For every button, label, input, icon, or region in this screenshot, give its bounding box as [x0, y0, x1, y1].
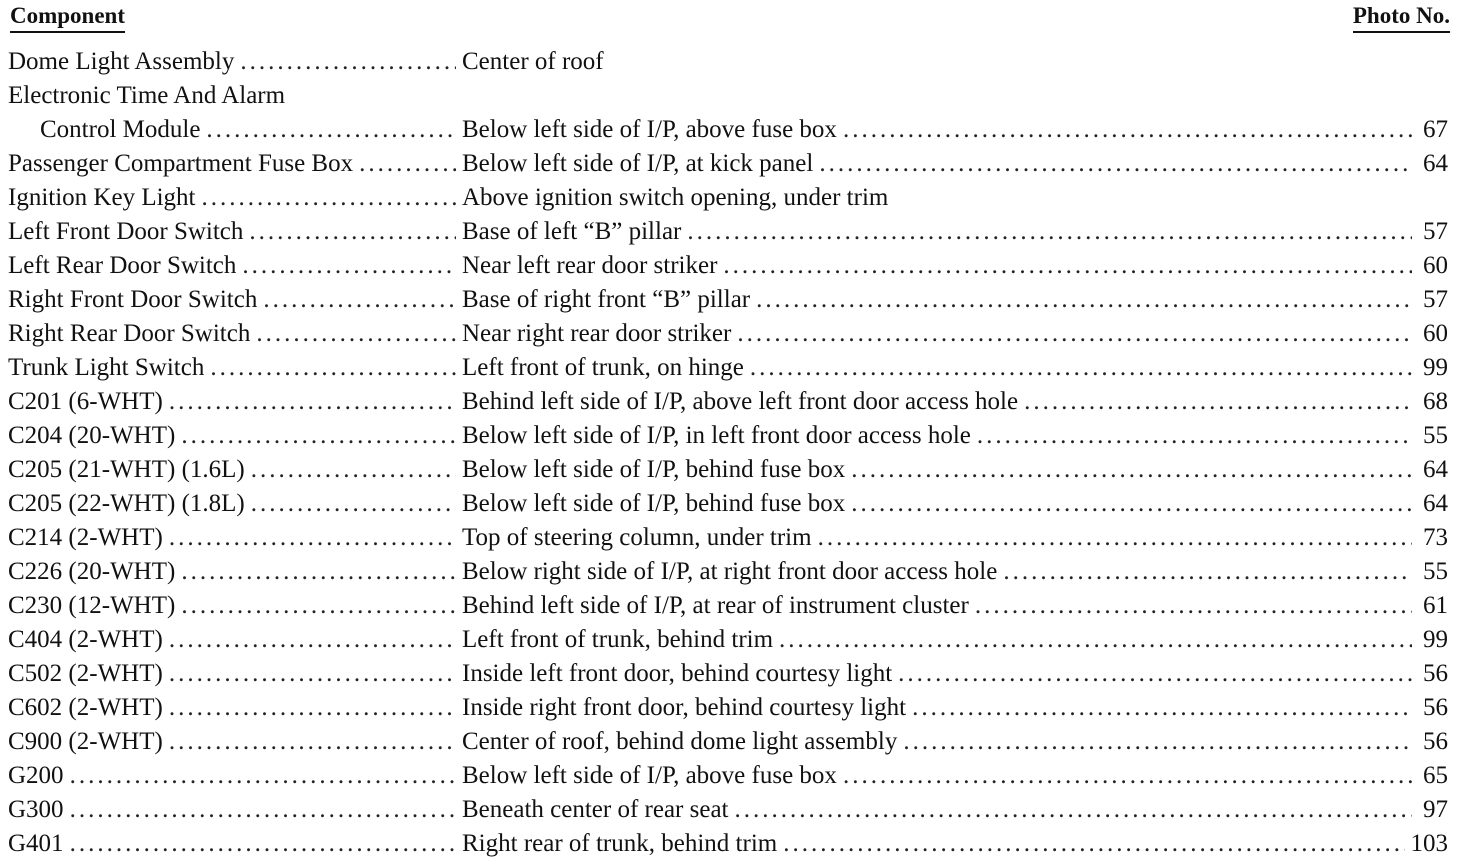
component-cell [8, 147, 456, 181]
location-cell [462, 181, 1448, 215]
component-cell [8, 215, 456, 249]
component-cell [8, 453, 456, 487]
dot-leader [819, 147, 1412, 181]
photo-number: 67 [1423, 116, 1448, 143]
component-name: Passenger Compartment Fuse Box [8, 150, 354, 177]
component-name: Right Rear Door Switch [8, 320, 251, 347]
dot-leader [723, 249, 1412, 283]
location-text: Below right side of I/P, at right front door access hole [462, 558, 998, 585]
location-cell [462, 657, 1448, 691]
dot-leader [70, 827, 456, 861]
dot-leader [263, 283, 456, 317]
location-text: Above ignition switch opening, under trim [462, 184, 889, 211]
location-text: Near left rear door striker [462, 252, 718, 279]
location-cell [462, 249, 1448, 283]
location-text: Below left side of I/P, above fuse box [462, 762, 837, 789]
dot-leader [169, 657, 456, 691]
table-row [0, 589, 1472, 623]
component-name: G401 [8, 830, 64, 857]
component-name: C230 (12-WHT) [8, 592, 176, 619]
location-cell [462, 725, 1448, 759]
component-cell [8, 419, 456, 453]
table-row [0, 555, 1472, 589]
photo-number: 65 [1423, 762, 1448, 789]
location-cell [462, 555, 1448, 589]
component-cell [8, 487, 456, 521]
table-header [10, 2, 1450, 36]
photo-number: 60 [1423, 320, 1448, 347]
component-name: Dome Light Assembly [8, 48, 235, 75]
location-cell [462, 521, 1448, 555]
dot-leader [256, 317, 456, 351]
component-name: C900 (2-WHT) [8, 728, 163, 755]
dot-leader [169, 385, 456, 419]
location-cell [462, 453, 1448, 487]
dot-leader [851, 487, 1412, 521]
component-cell [8, 79, 456, 113]
table-row [0, 181, 1472, 215]
dot-leader [818, 521, 1412, 555]
dot-leader [169, 623, 456, 657]
dot-leader [756, 283, 1412, 317]
component-column-header: Component [10, 2, 125, 33]
component-name: Electronic Time And Alarm [8, 82, 286, 109]
component-name: C205 (22-WHT) (1.8L) [8, 490, 245, 517]
photo-number: 64 [1423, 456, 1448, 483]
location-cell [462, 385, 1448, 419]
component-name: Control Module [40, 116, 201, 143]
photo-number-column-header: Photo No. [1353, 2, 1450, 33]
location-text: Near right rear door striker [462, 320, 732, 347]
table-row [0, 793, 1472, 827]
component-cell [8, 181, 456, 215]
dot-leader [977, 419, 1412, 453]
component-cell [8, 555, 456, 589]
dot-leader [181, 419, 456, 453]
component-cell [8, 317, 456, 351]
dot-leader [251, 487, 456, 521]
table-row [0, 725, 1472, 759]
photo-number: 57 [1423, 218, 1448, 245]
dot-leader [169, 691, 456, 725]
location-text: Below left side of I/P, in left front door access hole [462, 422, 971, 449]
location-cell [462, 351, 1448, 385]
location-cell [462, 487, 1448, 521]
dot-leader [210, 351, 456, 385]
location-cell [462, 793, 1448, 827]
location-cell [462, 691, 1448, 725]
dot-leader [169, 521, 456, 555]
component-cell [8, 45, 456, 79]
location-text: Base of left “B” pillar [462, 218, 682, 245]
component-cell [8, 521, 456, 555]
component-cell [8, 691, 456, 725]
dot-leader [206, 113, 456, 147]
table-row [0, 113, 1472, 147]
component-name: G200 [8, 762, 64, 789]
component-name: C201 (6-WHT) [8, 388, 163, 415]
component-name: Trunk Light Switch [8, 354, 205, 381]
dot-leader [843, 113, 1412, 147]
dot-leader [169, 725, 456, 759]
photo-number: 99 [1423, 354, 1448, 381]
photo-number: 61 [1423, 592, 1448, 619]
dot-leader [737, 317, 1412, 351]
dot-leader [687, 215, 1412, 249]
table-row [0, 521, 1472, 555]
component-name: Left Rear Door Switch [8, 252, 237, 279]
dot-leader [70, 759, 456, 793]
location-cell [462, 759, 1448, 793]
dot-leader [70, 793, 456, 827]
component-name: Left Front Door Switch [8, 218, 244, 245]
component-cell [8, 249, 456, 283]
table-row [0, 691, 1472, 725]
table-row [0, 657, 1472, 691]
photo-number: 99 [1423, 626, 1448, 653]
table-row [0, 351, 1472, 385]
table-row [0, 623, 1472, 657]
photo-number: 64 [1423, 150, 1448, 177]
location-text: Inside right front door, behind courtesy light [462, 694, 907, 721]
dot-leader [975, 589, 1412, 623]
location-text: Below left side of I/P, behind fuse box [462, 490, 846, 517]
component-name: C502 (2-WHT) [8, 660, 163, 687]
photo-number: 55 [1423, 422, 1448, 449]
table-row [0, 317, 1472, 351]
component-cell [40, 113, 456, 147]
dot-leader [851, 453, 1412, 487]
dot-leader [181, 555, 456, 589]
component-cell [8, 385, 456, 419]
dot-leader [783, 827, 1404, 861]
location-cell [462, 623, 1448, 657]
dot-leader [912, 691, 1412, 725]
location-text: Behind left side of I/P, above left front door access hole [462, 388, 1019, 415]
table-row [0, 385, 1472, 419]
photo-number: 56 [1423, 694, 1448, 721]
location-text: Right rear of trunk, behind trim [462, 830, 778, 857]
component-name: C404 (2-WHT) [8, 626, 163, 653]
dot-leader [249, 215, 456, 249]
dot-leader [359, 147, 456, 181]
location-text: Center of roof, behind dome light assembly [462, 728, 898, 755]
component-cell [8, 623, 456, 657]
table-row [0, 487, 1472, 521]
location-text: Below left side of I/P, behind fuse box [462, 456, 846, 483]
location-cell [462, 45, 1448, 79]
table-row [0, 249, 1472, 283]
component-name: Right Front Door Switch [8, 286, 258, 313]
component-cell [8, 589, 456, 623]
component-cell [8, 283, 456, 317]
dot-leader [735, 793, 1412, 827]
photo-number: 103 [1410, 830, 1448, 857]
table-row [0, 759, 1472, 793]
location-cell [462, 827, 1448, 861]
component-name: C214 (2-WHT) [8, 524, 163, 551]
component-cell [8, 793, 456, 827]
location-text: Beneath center of rear seat [462, 796, 729, 823]
photo-number: 57 [1423, 286, 1448, 313]
table-row [0, 79, 1472, 113]
location-cell [462, 317, 1448, 351]
dot-leader [898, 657, 1412, 691]
location-cell [462, 283, 1448, 317]
location-text: Behind left side of I/P, at rear of instrument cluster [462, 592, 969, 619]
dot-leader [843, 759, 1412, 793]
location-cell [462, 113, 1448, 147]
dot-leader [251, 453, 456, 487]
dot-leader [1003, 555, 1412, 589]
component-name: C205 (21-WHT) (1.6L) [8, 456, 245, 483]
table-row [0, 45, 1472, 79]
location-text: Left front of trunk, behind trim [462, 626, 774, 653]
component-list [0, 45, 1472, 861]
component-cell [8, 657, 456, 691]
component-cell [8, 759, 456, 793]
photo-number: 73 [1423, 524, 1448, 551]
location-text: Center of roof [462, 48, 604, 75]
dot-leader [903, 725, 1412, 759]
dot-leader [181, 589, 456, 623]
dot-leader [1024, 385, 1412, 419]
location-cell [462, 215, 1448, 249]
component-name: C204 (20-WHT) [8, 422, 176, 449]
photo-number: 97 [1423, 796, 1448, 823]
location-text: Below left side of I/P, at kick panel [462, 150, 814, 177]
location-cell [462, 589, 1448, 623]
location-cell [462, 147, 1448, 181]
photo-number: 64 [1423, 490, 1448, 517]
location-text: Base of right front “B” pillar [462, 286, 751, 313]
location-cell [462, 419, 1448, 453]
photo-number: 55 [1423, 558, 1448, 585]
component-name: Ignition Key Light [8, 184, 196, 211]
location-text: Below left side of I/P, above fuse box [462, 116, 837, 143]
dot-leader [750, 351, 1412, 385]
table-row [0, 419, 1472, 453]
dot-leader [240, 45, 456, 79]
table-row [0, 283, 1472, 317]
table-row [0, 827, 1472, 861]
dot-leader [201, 181, 456, 215]
location-text: Inside left front door, behind courtesy light [462, 660, 893, 687]
location-text: Top of steering column, under trim [462, 524, 812, 551]
table-row [0, 147, 1472, 181]
photo-number: 60 [1423, 252, 1448, 279]
photo-number: 68 [1423, 388, 1448, 415]
location-text: Left front of trunk, on hinge [462, 354, 744, 381]
component-name: C602 (2-WHT) [8, 694, 163, 721]
dot-leader [242, 249, 456, 283]
photo-number: 56 [1423, 660, 1448, 687]
component-cell [8, 351, 456, 385]
table-row [0, 215, 1472, 249]
component-cell [8, 725, 456, 759]
component-cell [8, 827, 456, 861]
photo-number: 56 [1423, 728, 1448, 755]
dot-leader [779, 623, 1412, 657]
table-row [0, 453, 1472, 487]
component-name: G300 [8, 796, 64, 823]
component-name: C226 (20-WHT) [8, 558, 176, 585]
